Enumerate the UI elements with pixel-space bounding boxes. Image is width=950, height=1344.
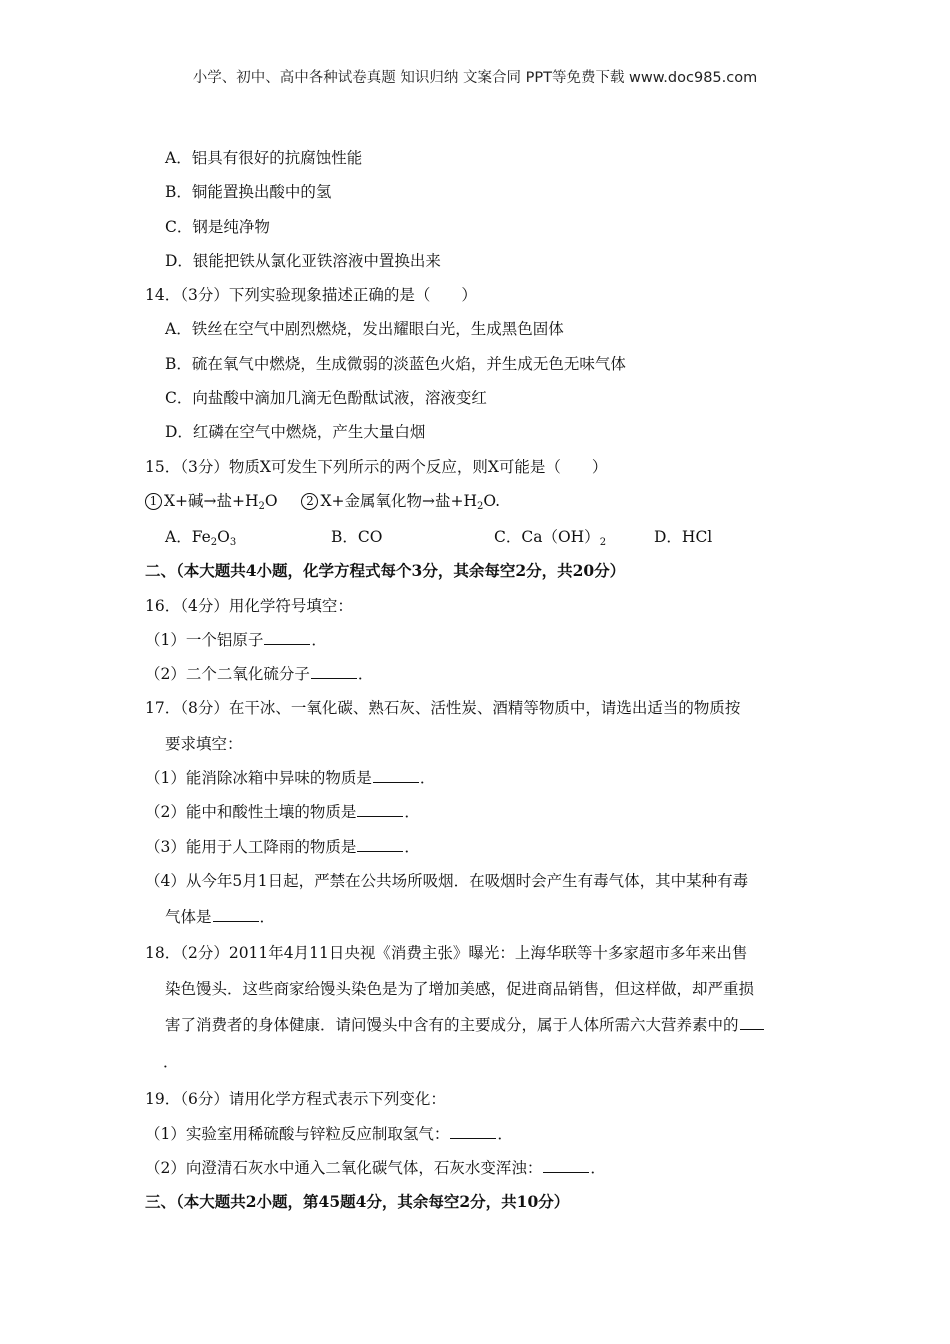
- q17-stem-line-2: 要求填空：: [165, 735, 243, 753]
- q19-stem: 19．（6分）请用化学方程式表示下列变化：: [145, 1090, 446, 1108]
- q14-stem: 14．（3分）下列实验现象描述正确的是（ ）: [145, 286, 477, 304]
- q15-reactions: [145, 491, 500, 511]
- q16-part-1: （1）一个铝原子 ．: [145, 631, 327, 649]
- q17-stem-line-1: 17．（8分）在干冰、一氧化碳、熟石灰、活性炭、酒精等物质中，请选出适当的物质按: [145, 699, 741, 717]
- q18-line-1: 18．（2分）2011年4月11日央视《消费主张》曝光：上海华联等十多家超市多年来出售: [145, 944, 748, 962]
- section-3-heading: 三、（本大题共2小题，第45题4分，其余每空2分，共10分）: [145, 1192, 570, 1211]
- q17-part-3: （3）能用于人工降雨的物质是 ．: [145, 838, 420, 856]
- reaction-2-text: X+金属氧化物→盐+H: [320, 492, 477, 510]
- answer-blank[interactable]: [311, 664, 357, 679]
- q17-part-2: （2）能中和酸性土壤的物质是 ．: [145, 803, 420, 821]
- answer-blank[interactable]: [213, 907, 259, 922]
- q15-option-d: D．HCl: [654, 528, 713, 546]
- q17-part-1: （1）能消除冰箱中异味的物质是 ．: [145, 769, 436, 787]
- q13-option-d: D．银能把铁从氯化亚铁溶液中置换出来: [165, 252, 441, 270]
- answer-blank[interactable]: [450, 1124, 496, 1139]
- reaction-2-tail: O.: [483, 492, 501, 510]
- q14-option-b: B．硫在氧气中燃烧，生成微弱的淡蓝色火焰，并生成无色无味气体: [165, 355, 626, 373]
- answer-blank[interactable]: [740, 1015, 764, 1030]
- q16-part-2: （2）二个二氧化硫分子 ．: [145, 665, 374, 683]
- q19-part-2: （2）向澄清石灰水中通入二氧化碳气体，石灰水变浑浊： ．: [145, 1159, 606, 1177]
- q13-option-b: B．铜能置换出酸中的氢: [165, 183, 332, 201]
- q18-line-4: ．: [163, 1053, 179, 1071]
- answer-blank[interactable]: [357, 837, 403, 852]
- q13-option-c: C．钢是纯净物: [165, 218, 270, 236]
- page-header: 小学、初中、高中各种试卷真题 知识归纳 文案合同 PPT等免费下载 www.doc985.com: [192, 70, 758, 86]
- answer-blank[interactable]: [543, 1158, 589, 1173]
- q19-part-1: （1）实验室用稀硫酸与锌粒反应制取氢气： ．: [145, 1125, 513, 1143]
- q15-stem: 15．（3分）物质X可发生下列所示的两个反应，则X可能是（ ）: [145, 458, 608, 476]
- q17-part-4-line-1: （4）从今年5月1日起，严禁在公共场所吸烟．在吸烟时会产生有毒气体，其中某种有毒: [145, 872, 749, 890]
- q14-option-a: A．铁丝在空气中剧烈燃烧，发出耀眼白光，生成黑色固体: [165, 320, 564, 338]
- q17-part-4-line-2: 气体是 ．: [165, 908, 276, 926]
- q14-option-d: D．红磷在空气中燃烧，产生大量白烟: [165, 423, 426, 441]
- circled-number-2: 2: [301, 493, 318, 510]
- answer-blank[interactable]: [357, 802, 403, 817]
- q18-line-2: 染色馒头．这些商家给馒头染色是为了增加美感，促进商品销售，但这样做，却严重损: [165, 980, 755, 998]
- q14-option-c: C．向盐酸中滴加几滴无色酚酞试液，溶液变红: [165, 389, 487, 407]
- reaction-1-sub: 2: [258, 501, 265, 512]
- q18-line-3: 害了消费者的身体健康．请问馒头中含有的主要成分，属于人体所需六大营养素中的: [165, 1015, 765, 1035]
- reaction-2-sub: 2: [477, 501, 484, 512]
- q13-option-a: A．铝具有很好的抗腐蚀性能: [165, 149, 363, 167]
- reaction-1-text: X+碱→盐+H: [164, 492, 259, 510]
- answer-blank[interactable]: [264, 630, 310, 645]
- q15-option-b: B．CO: [331, 528, 383, 546]
- reaction-1-tail: O: [264, 492, 278, 510]
- section-2-heading: 二、（本大题共4小题，化学方程式每个3分，其余每空2分，共20分）: [145, 561, 626, 580]
- circled-number-1: 1: [145, 493, 162, 510]
- q16-stem: 16．（4分）用化学符号填空：: [145, 597, 353, 615]
- q15-option-c: C．$Ca(OH)_2$: [494, 528, 607, 548]
- answer-blank[interactable]: [373, 768, 419, 783]
- q15-option-a: A．$Fe_2O_3$: [165, 528, 237, 548]
